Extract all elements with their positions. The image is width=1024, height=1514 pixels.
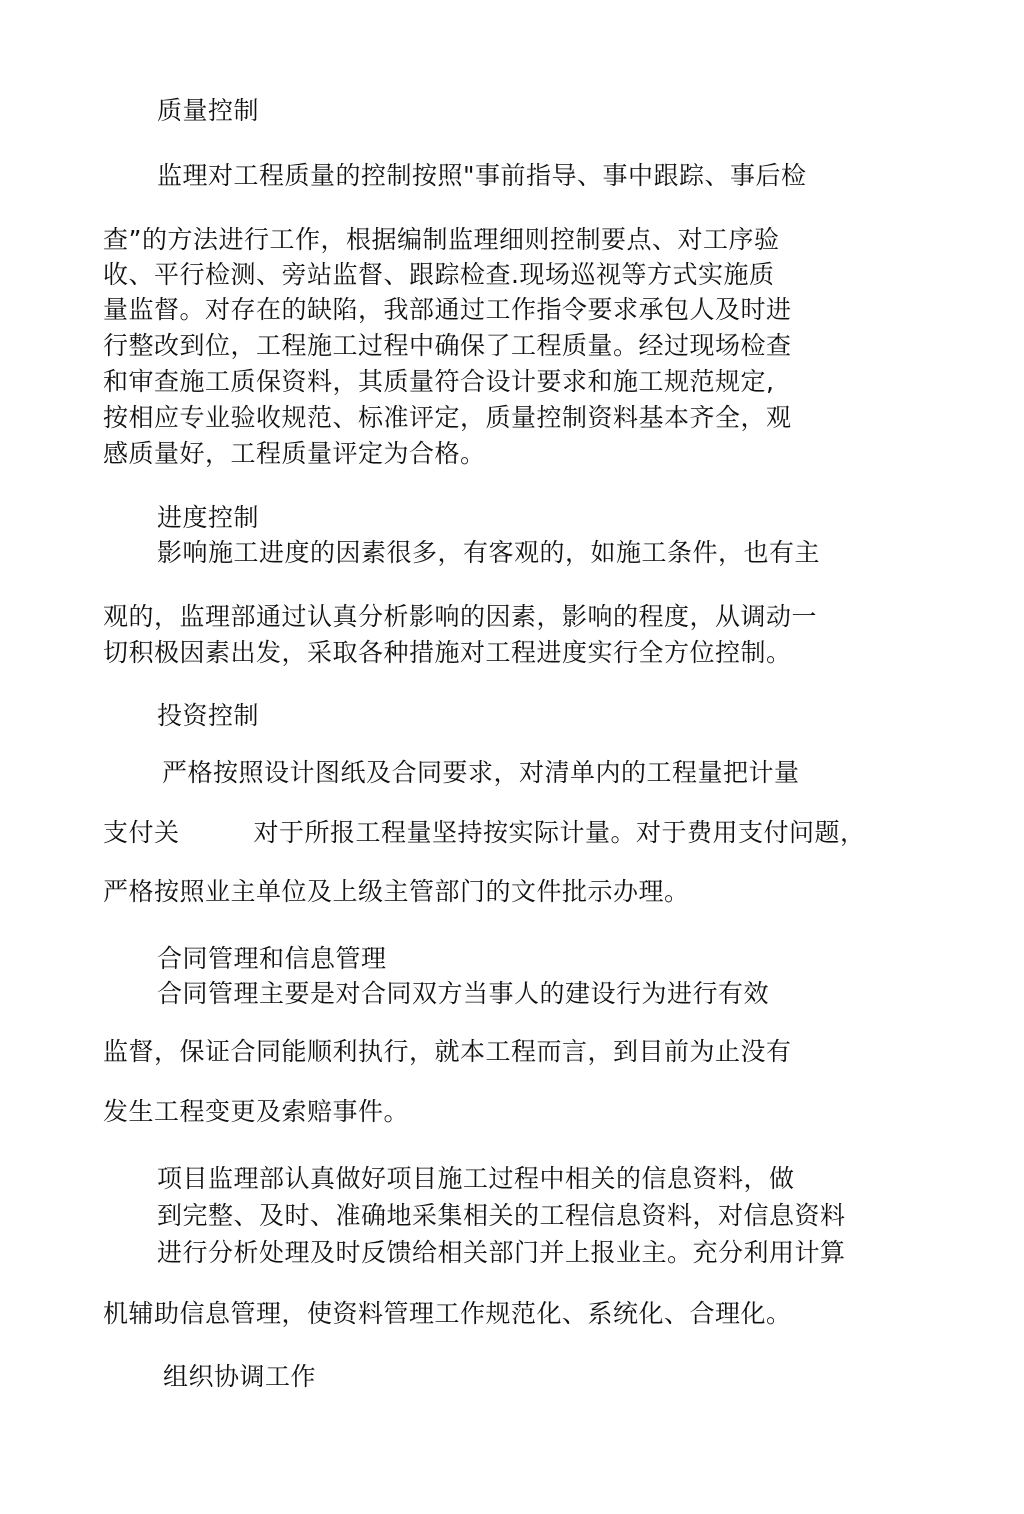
paragraph-line: 监理对工程质量的控制按照"事前指导、事中跟踪、事后检 <box>157 161 807 190</box>
paragraph-line: 观的，监理部通过认真分析影响的因素，影响的程度，从调动一 <box>103 602 818 631</box>
paragraph-line: 严格按照业主单位及上级主管部门的文件批示办理。 <box>103 877 690 906</box>
text-fragment: 支付关 <box>103 818 180 847</box>
paragraph-line: 按相应专业验收规范、标准评定，质量控制资料基本齐全，观 <box>103 403 792 432</box>
paragraph-line: 发生工程变更及索赔事件。 <box>103 1097 410 1126</box>
paragraph-line <box>103 817 866 849</box>
paragraph-line: 合同管理主要是对合同双方当事人的建设行为进行有效 <box>157 979 770 1008</box>
paragraph-line: 和审查施工质保资料，其质量符合设计要求和施工规范规定, <box>103 367 775 396</box>
paragraph-line: 切积极因素出发，采取各种措施对工程进度实行全方位控制。 <box>103 638 792 667</box>
paragraph-line: 项目监理部认真做好项目施工过程中相关的信息资料，做 <box>157 1164 795 1193</box>
paragraph-line: 量监督。对存在的缺陷，我部通过工作指令要求承包人及时进 <box>103 295 792 324</box>
paragraph-line: 影响施工进度的因素很多，有客观的，如施工条件，也有主 <box>157 538 821 567</box>
text-fragment: 对于所报工程量坚持按实际计量。对于费用支付问题， <box>253 818 866 847</box>
paragraph-line: 到完整、及时、准确地采集相关的工程信息资料，对信息资料 <box>157 1201 846 1230</box>
section-heading-schedule: 进度控制 <box>157 503 260 532</box>
paragraph-line: 机辅助信息管理，使资料管理工作规范化、系统化、合理化。 <box>103 1299 792 1328</box>
paragraph-line: 感质量好，工程质量评定为合格。 <box>103 439 486 468</box>
paragraph-line: 进行分析处理及时反馈给相关部门并上报业主。充分利用计算 <box>157 1238 846 1267</box>
paragraph-line: 收、平行检测、旁站监督、跟踪检查.现场巡视等方式实施质 <box>103 260 775 289</box>
section-heading-coordination: 组织协调工作 <box>163 1362 317 1391</box>
paragraph-line: 行整改到位，工程施工过程中确保了工程质量。经过现场检查 <box>103 331 792 360</box>
section-heading-quality: 质量控制 <box>157 96 260 125</box>
section-heading-investment: 投资控制 <box>157 701 260 730</box>
paragraph-line: 严格按照设计图纸及合同要求，对清单内的工程量把计量 <box>162 758 800 787</box>
section-heading-contract: 合同管理和信息管理 <box>157 944 387 973</box>
paragraph-line: 查”的方法进行工作，根据编制监理细则控制要点、对工序验 <box>103 225 780 254</box>
paragraph-line: 监督，保证合同能顺利执行，就本工程而言，到目前为止没有 <box>103 1037 792 1066</box>
